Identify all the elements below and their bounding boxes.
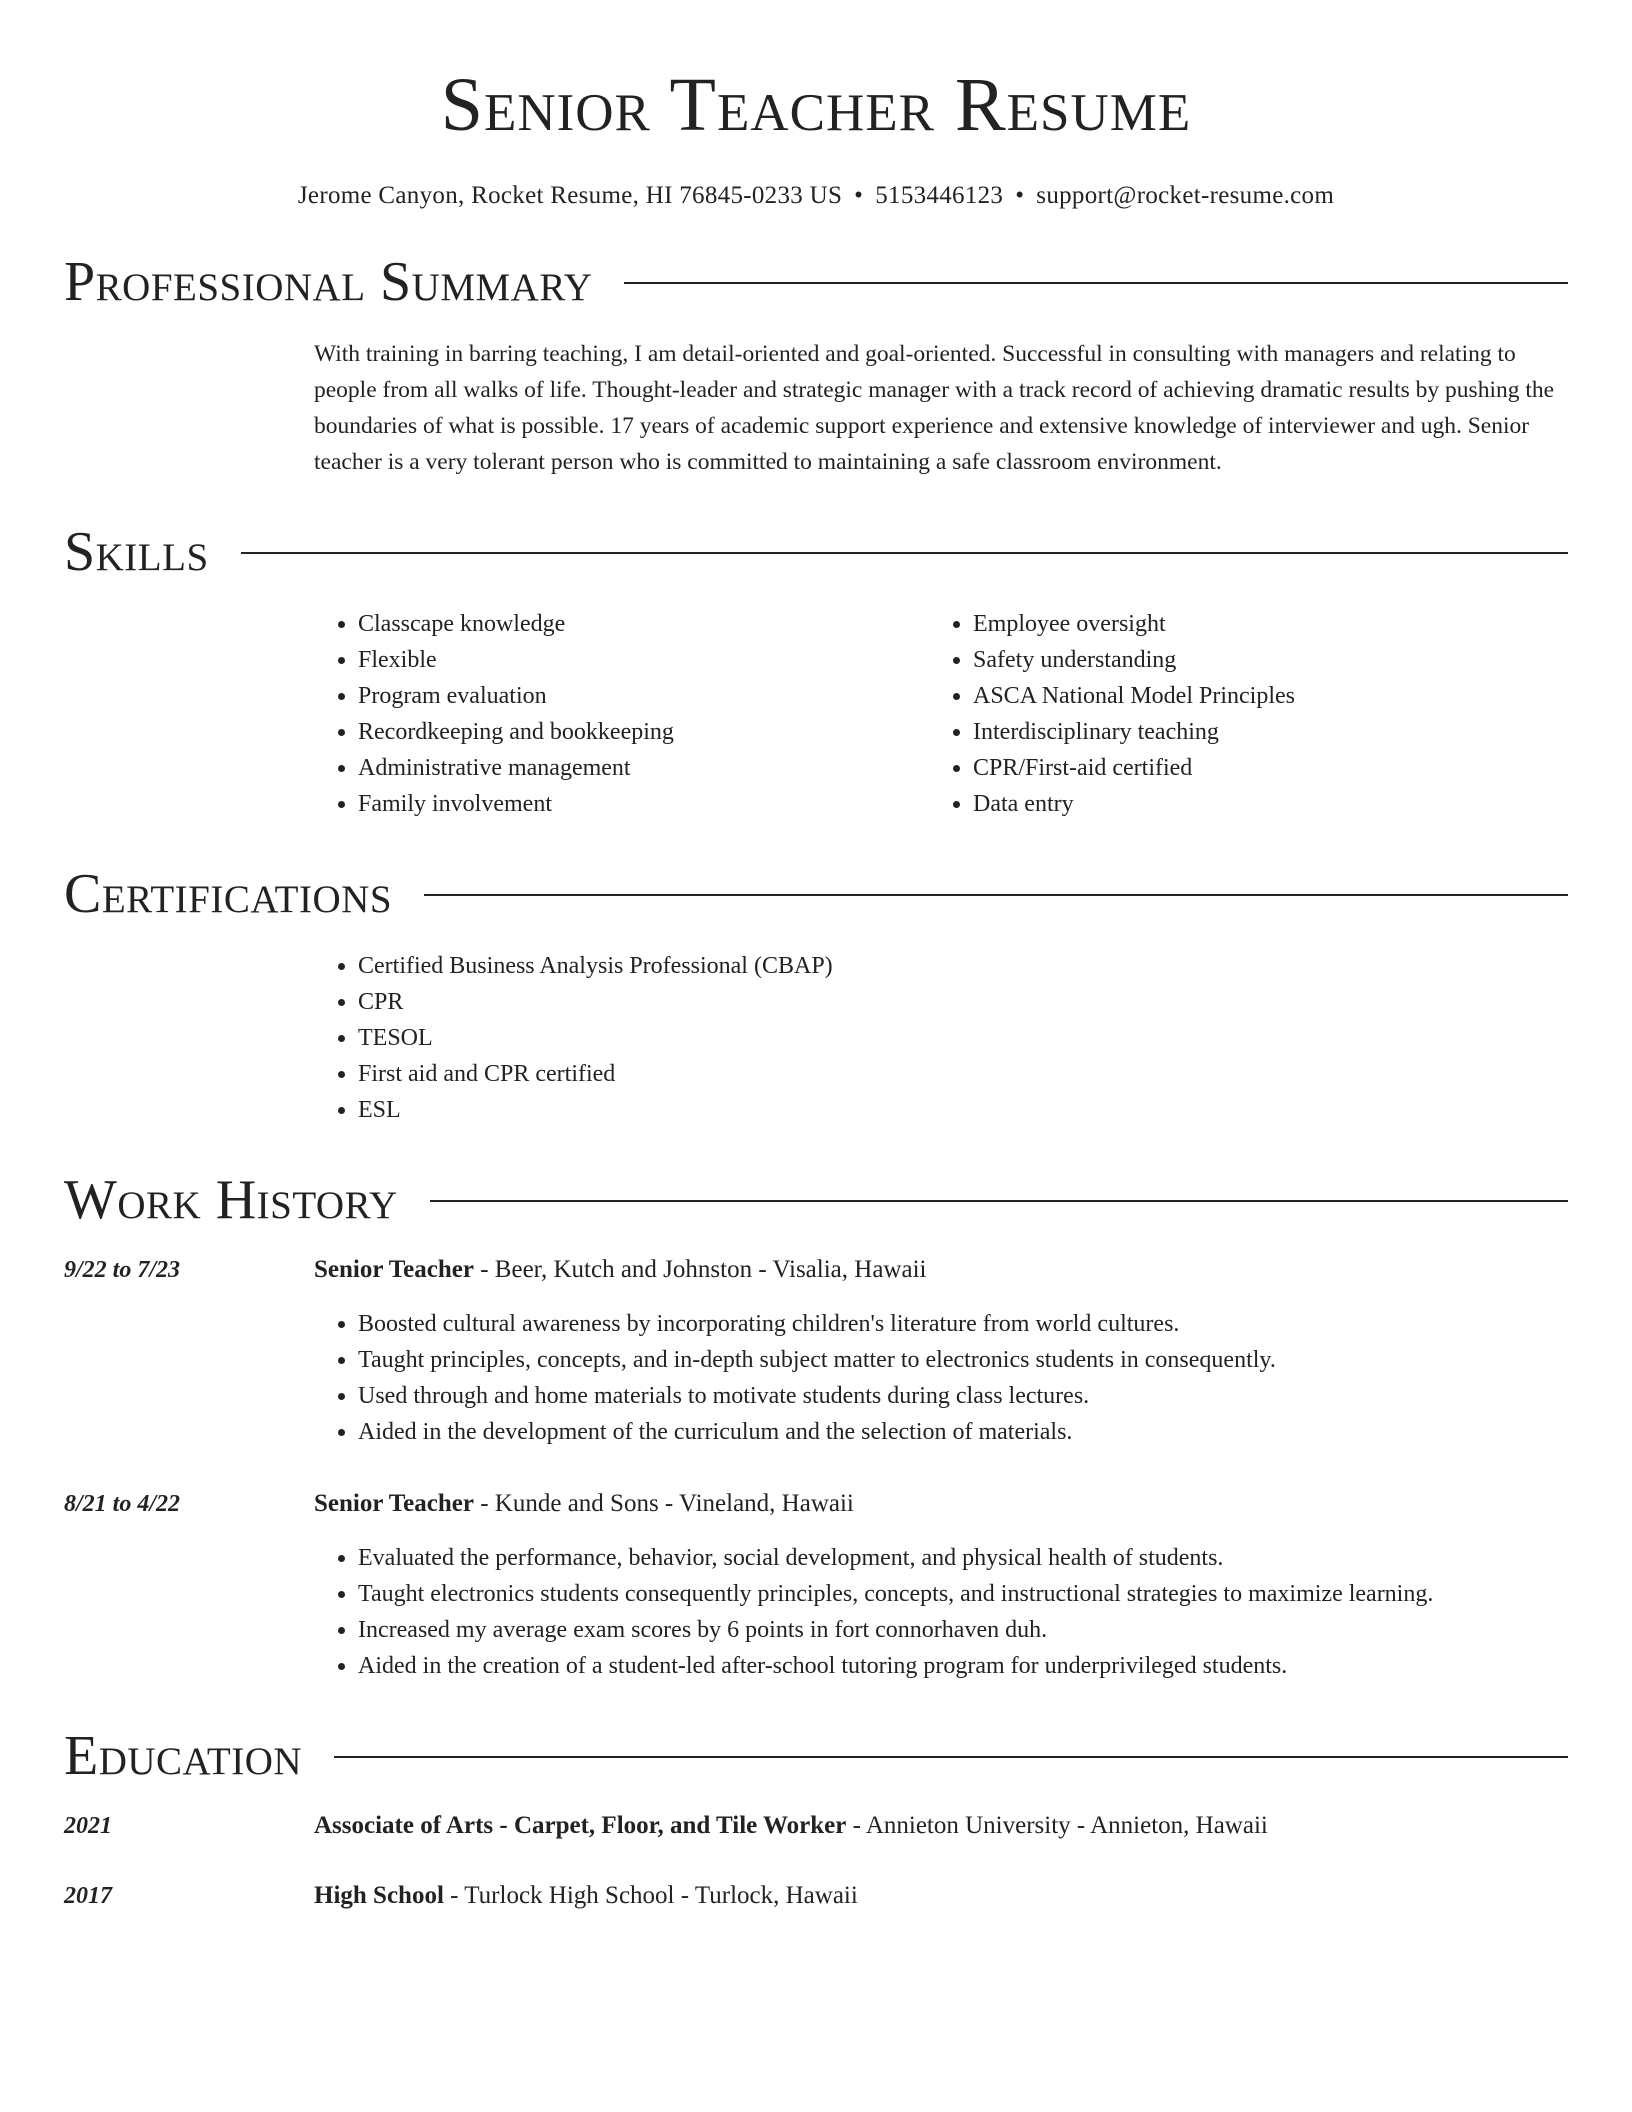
job-employer: - Beer, Kutch and Johnston - Visalia, Hawaii bbox=[473, 1256, 927, 1283]
job-heading bbox=[314, 1252, 1568, 1288]
skill-item: • Classcape knowledge bbox=[358, 606, 929, 642]
section-divider bbox=[334, 1756, 1568, 1758]
education-heading-line bbox=[314, 1878, 858, 1914]
education-heading: Education bbox=[64, 1725, 303, 1787]
skill-item: • Data entry bbox=[973, 786, 1544, 822]
skill-item: • Flexible bbox=[358, 642, 929, 678]
section-divider bbox=[624, 282, 1568, 284]
contact-line bbox=[64, 182, 1568, 210]
job-dates: 9/22 to 7/23 bbox=[64, 1257, 181, 1283]
certification-item: • Certified Business Analysis Professional (CBAP) bbox=[358, 948, 1568, 984]
certifications-section-header bbox=[64, 864, 1568, 924]
contact-phone: 5153446123 bbox=[875, 182, 1004, 209]
education-year: 2021 bbox=[64, 1813, 112, 1839]
skill-item: • CPR/First-aid certified bbox=[973, 750, 1544, 786]
skill-item: • Interdisciplinary teaching bbox=[973, 714, 1544, 750]
education-school: - Turlock High School - Turlock, Hawaii bbox=[443, 1882, 858, 1909]
job-bullet: • Taught electronics students consequently principles, concepts, and instructional strategies to maximize learning. bbox=[358, 1576, 1568, 1612]
skills-column-left bbox=[314, 606, 929, 822]
certification-item: • First aid and CPR certified bbox=[358, 1056, 1568, 1092]
skill-item: • Safety understanding bbox=[973, 642, 1544, 678]
skills-heading: Skills bbox=[64, 521, 209, 583]
contact-email: support@rocket-resume.com bbox=[1036, 182, 1335, 209]
job-employer: - Kunde and Sons - Vineland, Hawaii bbox=[473, 1490, 854, 1517]
summary-heading: Professional Summary bbox=[64, 251, 593, 313]
skills-list bbox=[314, 606, 1568, 822]
skill-item: • Program evaluation bbox=[358, 678, 929, 714]
section-divider bbox=[424, 894, 1568, 896]
skill-item: • Recordkeeping and bookkeeping bbox=[358, 714, 929, 750]
job-bullet: • Used through and home materials to motivate students during class lectures. bbox=[358, 1378, 1568, 1414]
job-entry bbox=[64, 1486, 1568, 1684]
skill-item: • Family involvement bbox=[358, 786, 929, 822]
contact-separator: • bbox=[854, 182, 864, 209]
summary-text: With training in barring teaching, I am detail-oriented and goal-oriented. Successful in consulting with managers and relating to people from all walks of life. Thought-leader and strategic manager with a track record of achieving dramatic results by pushing the boundaries of what is possible. 17 years of academic support experience and extensive knowledge of interviewer and ugh. Senior teacher is a very tolerant person who is committed to maintaining a safe classroom environment. bbox=[314, 341, 1555, 475]
job-body bbox=[314, 1252, 1568, 1450]
job-body bbox=[314, 1486, 1568, 1684]
certification-item: • ESL bbox=[358, 1092, 1568, 1128]
job-dates: 8/21 to 4/22 bbox=[64, 1491, 181, 1517]
education-section-header bbox=[64, 1726, 1568, 1786]
job-bullet: • Evaluated the performance, behavior, social development, and physical health of students. bbox=[358, 1540, 1568, 1576]
skill-item: • Employee oversight bbox=[973, 606, 1544, 642]
certifications-heading: Certifications bbox=[64, 863, 393, 925]
education-heading-line bbox=[314, 1808, 1268, 1844]
contact-separator: • bbox=[1015, 182, 1025, 209]
job-bullet: • Boosted cultural awareness by incorporating children's literature from world cultures. bbox=[358, 1306, 1568, 1342]
work-history-section-header bbox=[64, 1170, 1568, 1230]
education-degree: Associate of Arts - Carpet, Floor, and Tile Worker bbox=[314, 1812, 847, 1839]
job-entry bbox=[64, 1252, 1568, 1450]
certifications-list bbox=[314, 948, 1568, 1128]
summary-section-header bbox=[64, 252, 1568, 312]
education-year: 2017 bbox=[64, 1883, 112, 1909]
job-bullet: • Increased my average exam scores by 6 points in fort connorhaven duh. bbox=[358, 1612, 1568, 1648]
education-school: - Annieton University - Annieton, Hawaii bbox=[846, 1812, 1268, 1839]
education-entry bbox=[64, 1878, 1568, 1914]
contact-address: Jerome Canyon, Rocket Resume, HI 76845-0233 US bbox=[297, 182, 843, 209]
skill-item: • Administrative management bbox=[358, 750, 929, 786]
resume-title: Senior Teacher Resume bbox=[440, 63, 1192, 147]
education-entry bbox=[64, 1808, 1568, 1844]
skills-section-header bbox=[64, 522, 1568, 582]
section-divider bbox=[430, 1200, 1568, 1202]
certification-item: • CPR bbox=[358, 984, 1568, 1020]
work-history-heading: Work History bbox=[64, 1169, 398, 1231]
job-title: Senior Teacher bbox=[314, 1256, 474, 1283]
education-degree: High School bbox=[314, 1882, 444, 1909]
job-responsibilities bbox=[314, 1306, 1568, 1450]
job-bullet: • Taught principles, concepts, and in-depth subject matter to electronics students in consequently. bbox=[358, 1342, 1568, 1378]
skills-column-right bbox=[929, 606, 1544, 822]
job-title: Senior Teacher bbox=[314, 1490, 474, 1517]
job-bullet: • Aided in the development of the curriculum and the selection of materials. bbox=[358, 1414, 1568, 1450]
job-responsibilities bbox=[314, 1540, 1568, 1684]
skill-item: • ASCA National Model Principles bbox=[973, 678, 1544, 714]
section-divider bbox=[241, 552, 1568, 554]
certification-item: • TESOL bbox=[358, 1020, 1568, 1056]
job-heading bbox=[314, 1486, 1568, 1522]
job-bullet: • Aided in the creation of a student-led after-school tutoring program for underprivileged students. bbox=[358, 1648, 1568, 1684]
